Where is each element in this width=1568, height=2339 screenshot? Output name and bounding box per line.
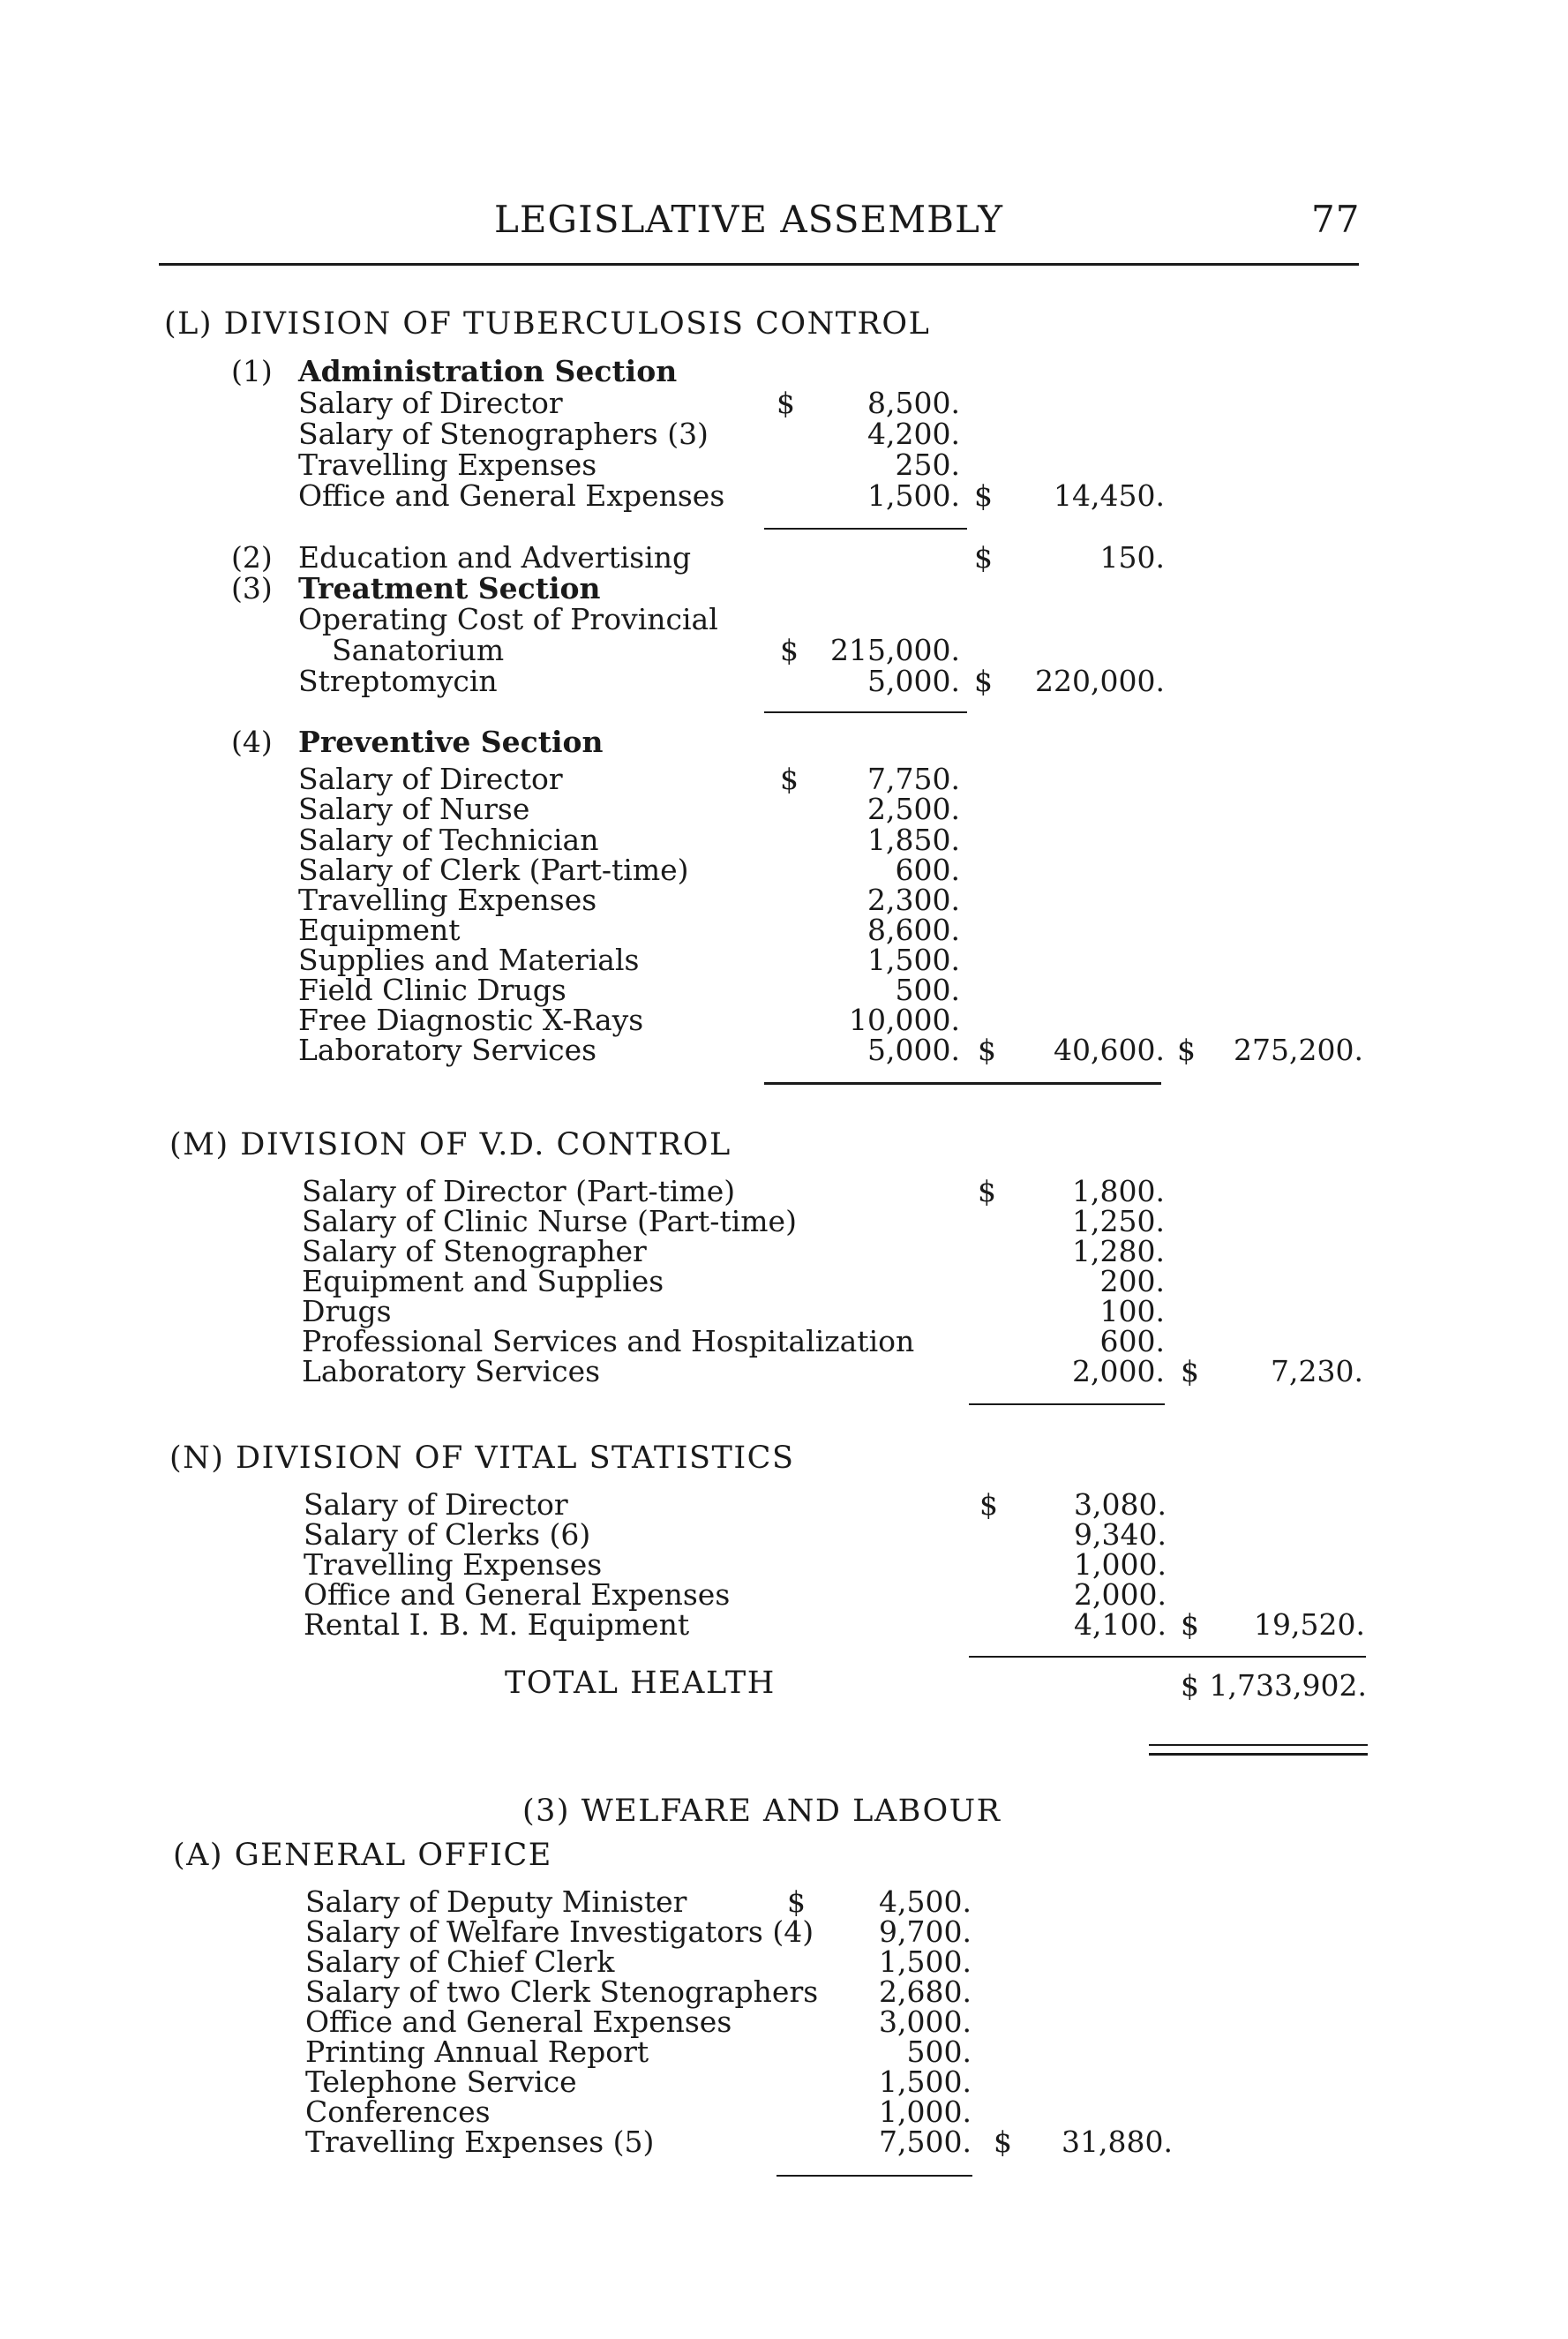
line-amount: 2,680. [879,1974,972,2009]
line-label: Office and General Expenses [305,2004,732,2039]
line-amount: 1,280. [1072,1234,1165,1268]
rule [969,1656,1366,1658]
line-amount: 8,600. [867,913,960,947]
total-amount: 7,230. [1271,1354,1363,1388]
line-amount: 9,340. [1074,1517,1167,1552]
line-amount: 3,000. [879,2004,972,2039]
line-amount: 1,500. [879,1944,972,1979]
dollar-sign: $ [994,2125,1012,2159]
line-label: Office and General Expenses [298,478,725,513]
line-amount: 3,080. [1074,1487,1167,1522]
dollar-sign: $ [780,762,799,796]
line-label: Salary of Clerk (Part-time) [298,853,689,887]
line-label: Supplies and Materials [298,943,640,977]
line-label: Field Clinic Drugs [298,973,566,1007]
line-amount: 4,500. [879,1884,972,1919]
line-label: Conferences [305,2095,491,2129]
line-amount: 600. [895,853,960,887]
rule [764,711,967,713]
line-amount: 7,750. [867,762,960,796]
line-amount: 1,500. [867,478,960,513]
line-amount: 10,000. [849,1003,960,1037]
section-l-heading: (L) DIVISION OF TUBERCULOSIS CONTROL [164,306,931,342]
line-amount: 7,500. [879,2125,972,2159]
line-label: Salary of two Clerk Stenographers [305,1974,819,2009]
line-amount: 1,800. [1072,1174,1165,1208]
line-label: Office and General Expenses [304,1577,731,1612]
subtotal-amount: 14,450. [1054,478,1165,513]
subtotal-amount: 40,600. [1054,1033,1165,1067]
double-rule-top [1149,1744,1368,1746]
line-label: Salary of Director [298,762,563,796]
dollar-sign: $ [979,1487,998,1522]
line-amount: 2,000. [1074,1577,1167,1612]
l-4-title: Preventive Section [298,725,604,759]
line-label: Free Diagnostic X-Rays [298,1003,644,1037]
total-amount: 19,520. [1254,1607,1365,1642]
line-label: Operating Cost of Provincial [298,602,718,636]
l-4-number: (4) [231,725,273,759]
dollar-sign: $ [978,1174,996,1208]
line-amount: 8,500. [867,386,960,420]
line-amount: 1,850. [867,823,960,857]
dollar-sign: $ [776,386,795,420]
total-health-label: TOTAL HEALTH [505,1666,776,1701]
line-label: Education and Advertising [298,540,692,575]
l-1-number: (1) [231,354,273,388]
line-label: Sanatorium [332,633,505,667]
dollar-sign: $ [974,478,993,513]
dollar-sign: $ [787,1884,806,1919]
dollar-sign: $ [978,1033,996,1067]
total-health-amount: 1,733,902. [1209,1668,1367,1703]
line-label: Salary of Stenographer [302,1234,647,1268]
line-amount: 2,000. [1072,1354,1165,1388]
dollar-sign: $ [1177,1033,1196,1067]
line-amount: 1,500. [879,2064,972,2099]
dollar-sign: $ [1181,1607,1199,1642]
line-amount: 2,300. [867,883,960,917]
dollar-sign: $ [780,633,799,667]
rule [776,2175,972,2177]
rule [764,528,967,530]
line-amount: 9,700. [879,1914,972,1949]
rule [969,1403,1165,1405]
line-label: Printing Annual Report [305,2034,649,2069]
section-n-heading: (N) DIVISION OF VITAL STATISTICS [169,1440,795,1476]
line-amount: 250. [895,447,960,482]
l-1-title: Administration Section [298,354,678,388]
line-label: Travelling Expenses [298,447,597,482]
line-label: Salary of Nurse [298,792,530,826]
line-label: Salary of Director [304,1487,568,1522]
page-number: 77 [1311,198,1361,241]
welfare-title: (3) WELFARE AND LABOUR [522,1794,1002,1829]
line-label: Salary of Director (Part-time) [302,1174,736,1208]
line-label: Equipment [298,913,461,947]
double-rule-bottom [1149,1753,1368,1756]
line-amount: 500. [895,973,960,1007]
line-amount: 200. [1099,1264,1165,1298]
line-amount: 2,500. [867,792,960,826]
dollar-sign: $ [1181,1354,1199,1388]
line-amount: 1,000. [1074,1547,1167,1582]
line-amount: 4,200. [867,417,960,451]
header-rule [159,263,1359,266]
dollar-sign: $ [974,664,993,698]
line-amount: 5,000. [867,664,960,698]
line-amount: 4,100. [1074,1607,1167,1642]
rule [764,1082,1161,1085]
line-label: Salary of Stenographers (3) [298,417,709,451]
section-m-heading: (M) DIVISION OF V.D. CONTROL [169,1127,731,1162]
line-label: Travelling Expenses [298,883,597,917]
line-label: Rental I. B. M. Equipment [304,1607,690,1642]
line-label: Streptomycin [298,664,498,698]
line-label: Telephone Service [305,2064,577,2099]
l-2-number: (2) [231,540,273,575]
line-label: Travelling Expenses [304,1547,603,1582]
general-office-heading: (A) GENERAL OFFICE [173,1838,552,1873]
line-amount: 215,000. [830,633,960,667]
line-label: Equipment and Supplies [302,1264,664,1298]
line-label: Salary of Welfare Investigators (4) [305,1914,814,1949]
line-label: Salary of Chief Clerk [305,1944,615,1979]
line-label: Laboratory Services [298,1033,597,1067]
l-3-title: Treatment Section [298,571,601,605]
line-label: Salary of Director [298,386,563,420]
line-amount: 600. [1099,1324,1165,1358]
l-3-number: (3) [231,571,273,605]
line-amount: 100. [1099,1294,1165,1328]
line-label: Salary of Technician [298,823,599,857]
total-amount: 275,200. [1234,1033,1363,1067]
line-label: Travelling Expenses (5) [305,2125,655,2159]
dollar-sign: $ [974,540,993,575]
line-amount: 1,000. [879,2095,972,2129]
page-header-title: LEGISLATIVE ASSEMBLY [494,198,1003,241]
subtotal-amount: 150. [1099,540,1165,575]
dollar-sign: $ [1181,1668,1199,1703]
line-label: Salary of Deputy Minister [305,1884,687,1919]
line-amount: 1,250. [1072,1204,1165,1238]
line-amount: 1,500. [867,943,960,977]
line-label: Drugs [302,1294,392,1328]
subtotal-amount: 31,880. [1062,2125,1173,2159]
line-label: Salary of Clerks (6) [304,1517,591,1552]
line-amount: 5,000. [867,1033,960,1067]
line-label: Salary of Clinic Nurse (Part-time) [302,1204,797,1238]
line-label: Laboratory Services [302,1354,601,1388]
line-amount: 500. [906,2034,972,2069]
line-label: Professional Services and Hospitalization [302,1324,915,1358]
subtotal-amount: 220,000. [1035,664,1165,698]
